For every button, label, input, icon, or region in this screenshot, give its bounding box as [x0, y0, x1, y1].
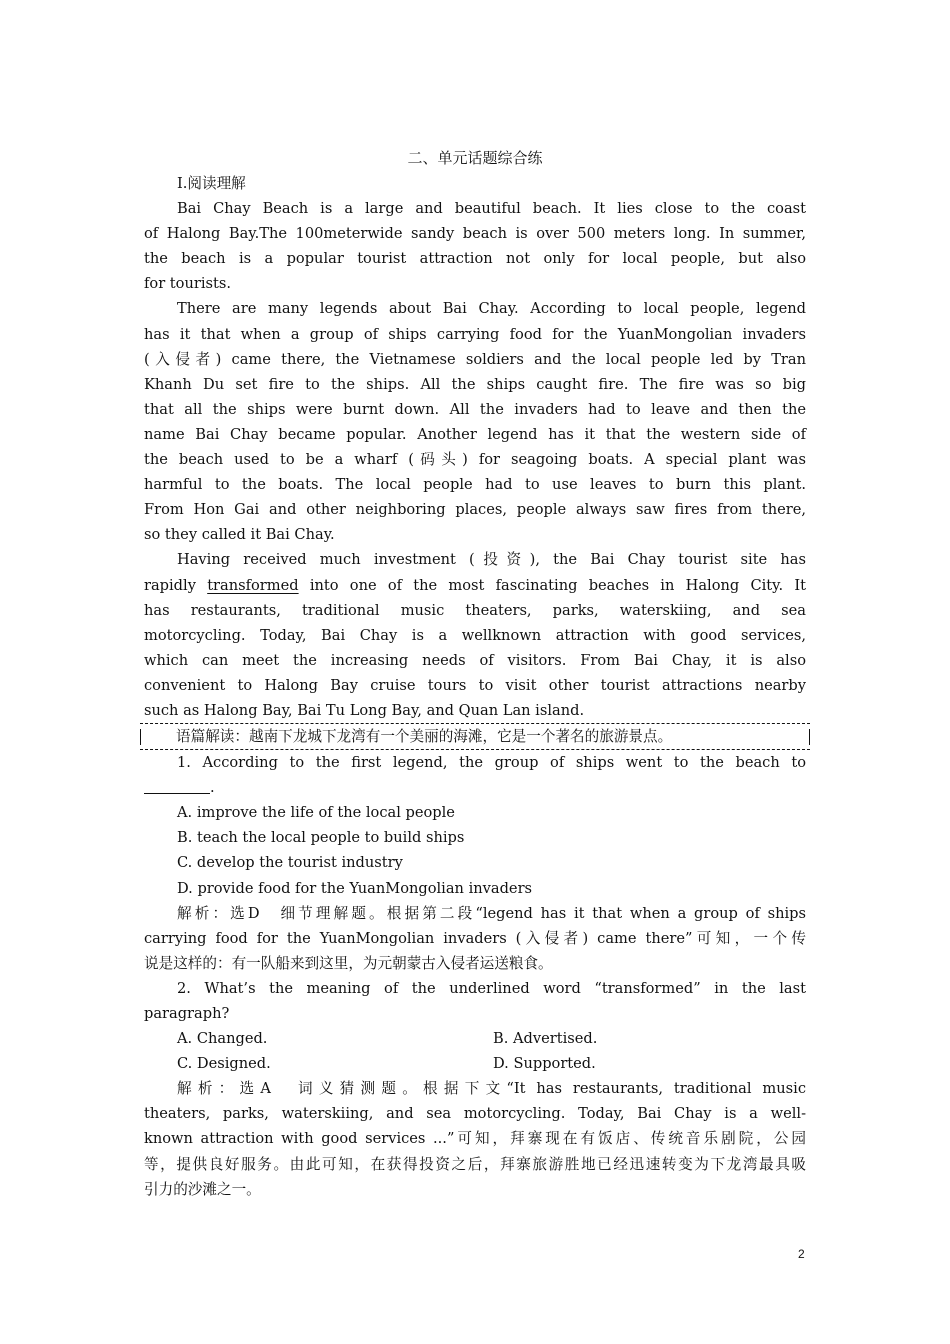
passage-line: Having received much investment (投资), the Bai Chay tourist site has [177, 551, 806, 569]
question-2-analysis: theaters, parks, waterskiing, and sea motorcycling. Today, Bai Chay is a well- [144, 1105, 806, 1123]
part-heading: Ⅰ.阅读理解 [177, 175, 246, 192]
underlined-word: transformed [207, 576, 299, 594]
question-2-analysis: 引力的沙滩之一。 [144, 1180, 261, 1198]
summary-right-bracket [809, 729, 810, 745]
question-2-options-row [144, 1051, 806, 1076]
passage-line [144, 573, 806, 598]
question-2-stem: paragraph? [144, 1005, 230, 1022]
passage-line: harmful to the boats. The local people had to use leaves to burn this plant. [144, 476, 806, 494]
passage-line: that all the ships were burnt down. All the invaders had to leave and then the [144, 400, 806, 418]
section-title: 二、单元话题综合练 [407, 149, 543, 167]
passage-line: Bai Chay Beach is a large and beautiful beach. It lies close to the coast [177, 200, 806, 218]
question-2-stem: 2. What’s the meaning of the underlined word “transformed” in the last [177, 979, 806, 997]
question-1-option-c: C. develop the tourist industry [177, 854, 403, 872]
question-2-option-b: B. Advertised. [493, 1030, 598, 1048]
question-1-option-d: D. provide food for the YuanMongolian invaders [177, 879, 533, 897]
question-2-option-d: D. Supported. [493, 1055, 596, 1073]
page-number: 2 [798, 1247, 805, 1261]
passage-line: motorcycling. Today, Bai Chay is a wellknown attraction with good services, [144, 626, 806, 644]
question-2-analysis: known attraction with good services ...”可知，拜寨现在有饭店、传统音乐剧院，公园 [144, 1130, 806, 1148]
stem-end: . [210, 779, 215, 797]
document-page [144, 146, 806, 1202]
passage-line: From Hon Gai and other neighboring places, people always saw fires from there, [144, 501, 806, 519]
passage-text: rapidly [144, 576, 208, 594]
passage-line: convenient to Halong Bay cruise tours to visit other tourist attractions nearby [144, 676, 806, 694]
passage-line: the beach used to be a wharf (码头) for seagoing boats. A special plant was [144, 451, 806, 469]
passage-line: name Bai Chay became popular. Another legend has it that the western side of [144, 425, 806, 443]
summary-text: 语篇解读：越南下龙城下龙湾有一个美丽的海滩，它是一个著名的旅游景点。 [176, 728, 673, 746]
question-2-analysis: 解析：选A 词义猜测题。根据下文“It has restaurants, traditional music [177, 1080, 806, 1098]
question-2-option-a: A. Changed. [177, 1030, 268, 1048]
question-2-option-c: C. Designed. [177, 1055, 271, 1073]
question-1-option-b: B. teach the local people to build ships [177, 829, 465, 847]
passage-line: the beach is a popular tourist attraction not only for local people, but also [144, 250, 806, 268]
question-1-analysis: 解析：选D 细节理解题。根据第二段“legend has it that when a group of ships [177, 904, 806, 922]
question-1-blank-line [144, 775, 806, 800]
question-2-options-row [144, 1026, 806, 1051]
question-1-option-a: A. improve the life of the local people [177, 804, 455, 822]
summary-left-bracket [140, 729, 141, 745]
passage-line: which can meet the increasing needs of visitors. From Bai Chay, it is also [144, 651, 806, 669]
answer-blank [144, 779, 210, 794]
passage-line: has restaurants, traditional music theaters, parks, waterskiing, and sea [144, 601, 806, 619]
passage-line: of Halong Bay.The 100meterwide sandy beach is over 500 meters long. In summer, [144, 225, 806, 243]
passage-line: Khanh Du set fire to the ships. All the ships caught fire. The fire was so big [144, 375, 806, 393]
passage-line: such as Halong Bay, Bai Tu Long Bay, and Quan Lan island. [144, 701, 585, 719]
passage-text: into one of the most fascinating beaches in Halong City. It [298, 576, 806, 594]
passage-line: (入侵者) came there, the Vietnamese soldiers and the local people led by Tran [144, 350, 806, 368]
passage-line: There are many legends about Bai Chay. According to local people, legend [177, 300, 806, 318]
passage-line: so they called it Bai Chay. [144, 526, 335, 544]
passage-line: for tourists. [144, 275, 231, 293]
summary-box [140, 723, 810, 750]
passage-line: has it that when a group of ships carrying food for the YuanMongolian invaders [144, 325, 806, 343]
question-1-stem: 1. According to the first legend, the group of ships went to the beach to [177, 754, 806, 772]
question-1-analysis: 说是这样的：有一队船来到这里，为元朝蒙古入侵者运送粮食。 [144, 954, 553, 972]
question-2-analysis: 等，提供良好服务。由此可知，在获得投资之后，拜寨旅游胜地已经迅速转变为下龙湾最具吸 [144, 1155, 806, 1173]
question-1-analysis: carrying food for the YuanMongolian invaders (入侵者) came there”可知，一个传 [144, 929, 806, 947]
